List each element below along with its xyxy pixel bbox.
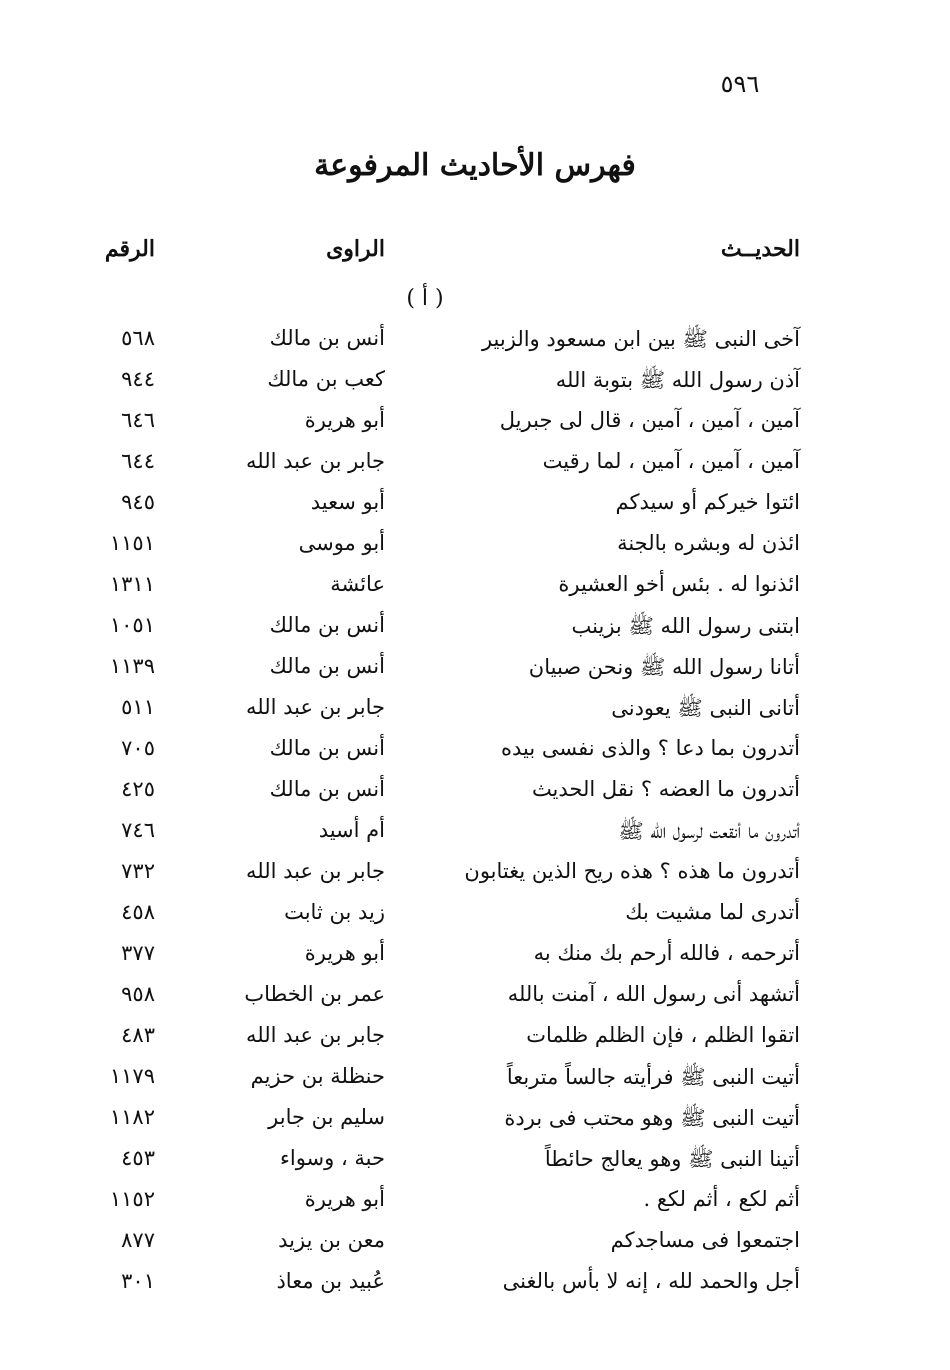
narrator-name: أم أسيد [318,818,385,842]
hadith-text: أتانى النبى ﷺ يعودنى [611,696,800,720]
narrator-name: جابر بن عبد الله [245,695,385,719]
narrator-name: حبة ، وسواء [280,1146,385,1170]
hadith-number: ٤٥٨ [121,900,155,924]
narrator-name: أبو هريرة [304,1187,385,1211]
narrator-name: سليم بن جابر [268,1105,385,1129]
index-entry [0,1017,950,1058]
hadith-number: ٦٤٤ [121,449,155,473]
index-entry [0,976,950,1017]
narrator-name: حنظلة بن حزيم [250,1064,385,1088]
index-entry [0,1181,950,1222]
narrator-name: أنس بن مالك [269,326,385,350]
narrator-name: جابر بن عبد الله [245,859,385,883]
hadith-text: ائذنوا له . بئس أخو العشيرة [558,572,800,596]
hadith-number: ٥٦٨ [121,326,155,350]
hadith-text: أتدرون بما دعا ؟ والذى نفسى بيده [500,736,800,760]
hadith-text: أتيت النبى ﷺ وهو محتب فى بردة [504,1106,800,1130]
page-number: ٥٩٦ [720,70,760,98]
hadith-number: ١١٣٩ [109,654,155,678]
hadith-text: أتدرون ما العضه ؟ نقل الحديث [531,777,800,801]
index-entry [0,689,950,730]
hadith-number: ١١٧٩ [109,1064,155,1088]
index-entry [0,402,950,443]
hadith-text: أتدرون ما هذه ؟ هذه ريح الذين يغتابون [464,859,800,883]
narrator-name: أبو موسى [298,531,385,555]
index-entry [0,1140,950,1181]
narrator-name: جابر بن عبد الله [245,449,385,473]
index-entry [0,730,950,771]
hadith-number: ٩٤٤ [121,367,155,391]
hadith-number: ٤٨٣ [121,1023,155,1047]
hadith-number: ٦٤٦ [121,408,155,432]
hadith-number: ١٣١١ [109,572,155,596]
hadith-number: ٤٢٥ [121,777,155,801]
narrator-name: أبو هريرة [304,408,385,432]
hadith-text: أتشهد أنى رسول الله ، آمنت بالله [507,982,800,1006]
index-entry [0,1222,950,1263]
narrator-name: أبو هريرة [304,941,385,965]
hadith-number: ٥١١ [121,695,155,719]
table-header [0,236,950,276]
hadith-text: آذن رسول الله ﷺ بتوبة الله [555,368,800,392]
hadith-text: اجتمعوا فى مساجدكم [610,1228,800,1252]
hadith-column-header: الحديــث [720,236,800,262]
hadith-text: أتيت النبى ﷺ فرأيته جالساً متربعاً [506,1065,800,1089]
index-entry [0,607,950,648]
hadith-number: ١١٥٢ [109,1187,155,1211]
hadith-text: اتقوا الظلم ، فإن الظلم ظلمات [526,1023,800,1047]
hadith-text: أجل والحمد لله ، إنه لا بأس بالغنى [502,1269,800,1293]
hadith-number: ٨٧٧ [121,1228,155,1252]
narrator-name: عائشة [330,572,385,596]
index-entry [0,853,950,894]
hadith-number: ٣٧٧ [121,941,155,965]
narrator-name: معن بن يزيد [278,1228,385,1252]
hadith-text: أثم لكع ، أثم لكع . [643,1187,800,1211]
narrator-name: أنس بن مالك [269,613,385,637]
hadith-text: أتدرى لما مشيت بك [625,900,800,924]
hadith-number: ١١٨٢ [109,1105,155,1129]
index-entry [0,443,950,484]
index-entry [0,771,950,812]
index-entry [0,1099,950,1140]
narrator-name: كعب بن مالك [267,367,385,391]
index-entry [0,320,950,361]
index-entry [0,1263,950,1304]
hadith-text: أتدرون ما أنقعت لرسول الله ﷺ [618,819,800,843]
narrator-name: أبو سعيد [310,490,385,514]
hadith-number: ١١٥١ [109,531,155,555]
index-entries [0,320,950,1304]
hadith-number: ٩٤٥ [121,490,155,514]
narrator-name: أنس بن مالك [269,654,385,678]
hadith-text: آمين ، آمين ، آمين ، لما رقيت [542,449,800,473]
index-entry [0,648,950,689]
hadith-text: ابتنى رسول الله ﷺ بزينب [571,614,800,638]
narrator-name: زيد بن ثابت [284,900,385,924]
hadith-number: ٩٥٨ [121,982,155,1006]
narrator-name: عمر بن الخطاب [244,982,385,1006]
hadith-number: ٣٠١ [121,1269,155,1293]
hadith-text: أتينا النبى ﷺ وهو يعالج حائطاً [544,1147,800,1171]
section-letter: ( أ ) [406,286,444,311]
narrator-name: أنس بن مالك [269,777,385,801]
narrator-name: أنس بن مالك [269,736,385,760]
index-entry [0,566,950,607]
hadith-number: ١٠٥١ [109,613,155,637]
hadith-number: ٧٤٦ [121,818,155,842]
hadith-text: آمين ، آمين ، آمين ، قال لى جبريل [499,408,800,432]
hadith-number: ٤٥٣ [121,1146,155,1170]
index-entry [0,894,950,935]
index-entry [0,812,950,853]
narrator-column-header: الراوى [326,236,385,262]
narrator-name: جابر بن عبد الله [245,1023,385,1047]
index-entry [0,484,950,525]
hadith-text: ائتوا خيركم أو سيدكم [615,490,800,514]
narrator-name: عُبيد بن معاذ [276,1269,385,1293]
hadith-number: ٧٣٢ [121,859,155,883]
index-entry [0,361,950,402]
index-entry [0,935,950,976]
hadith-text: آخى النبى ﷺ بين ابن مسعود والزبير [481,327,800,351]
index-entry [0,1058,950,1099]
index-entry [0,525,950,566]
page-title: فهرس الأحاديث المرفوعة [314,148,636,183]
hadith-text: ائذن له وبشره بالجنة [617,531,800,555]
number-column-header: الرقم [104,236,155,262]
hadith-number: ٧٠٥ [121,736,155,760]
hadith-text: أترحمه ، فالله أرحم بك منك به [533,941,800,965]
hadith-text: أتانا رسول الله ﷺ ونحن صبيان [528,655,800,679]
